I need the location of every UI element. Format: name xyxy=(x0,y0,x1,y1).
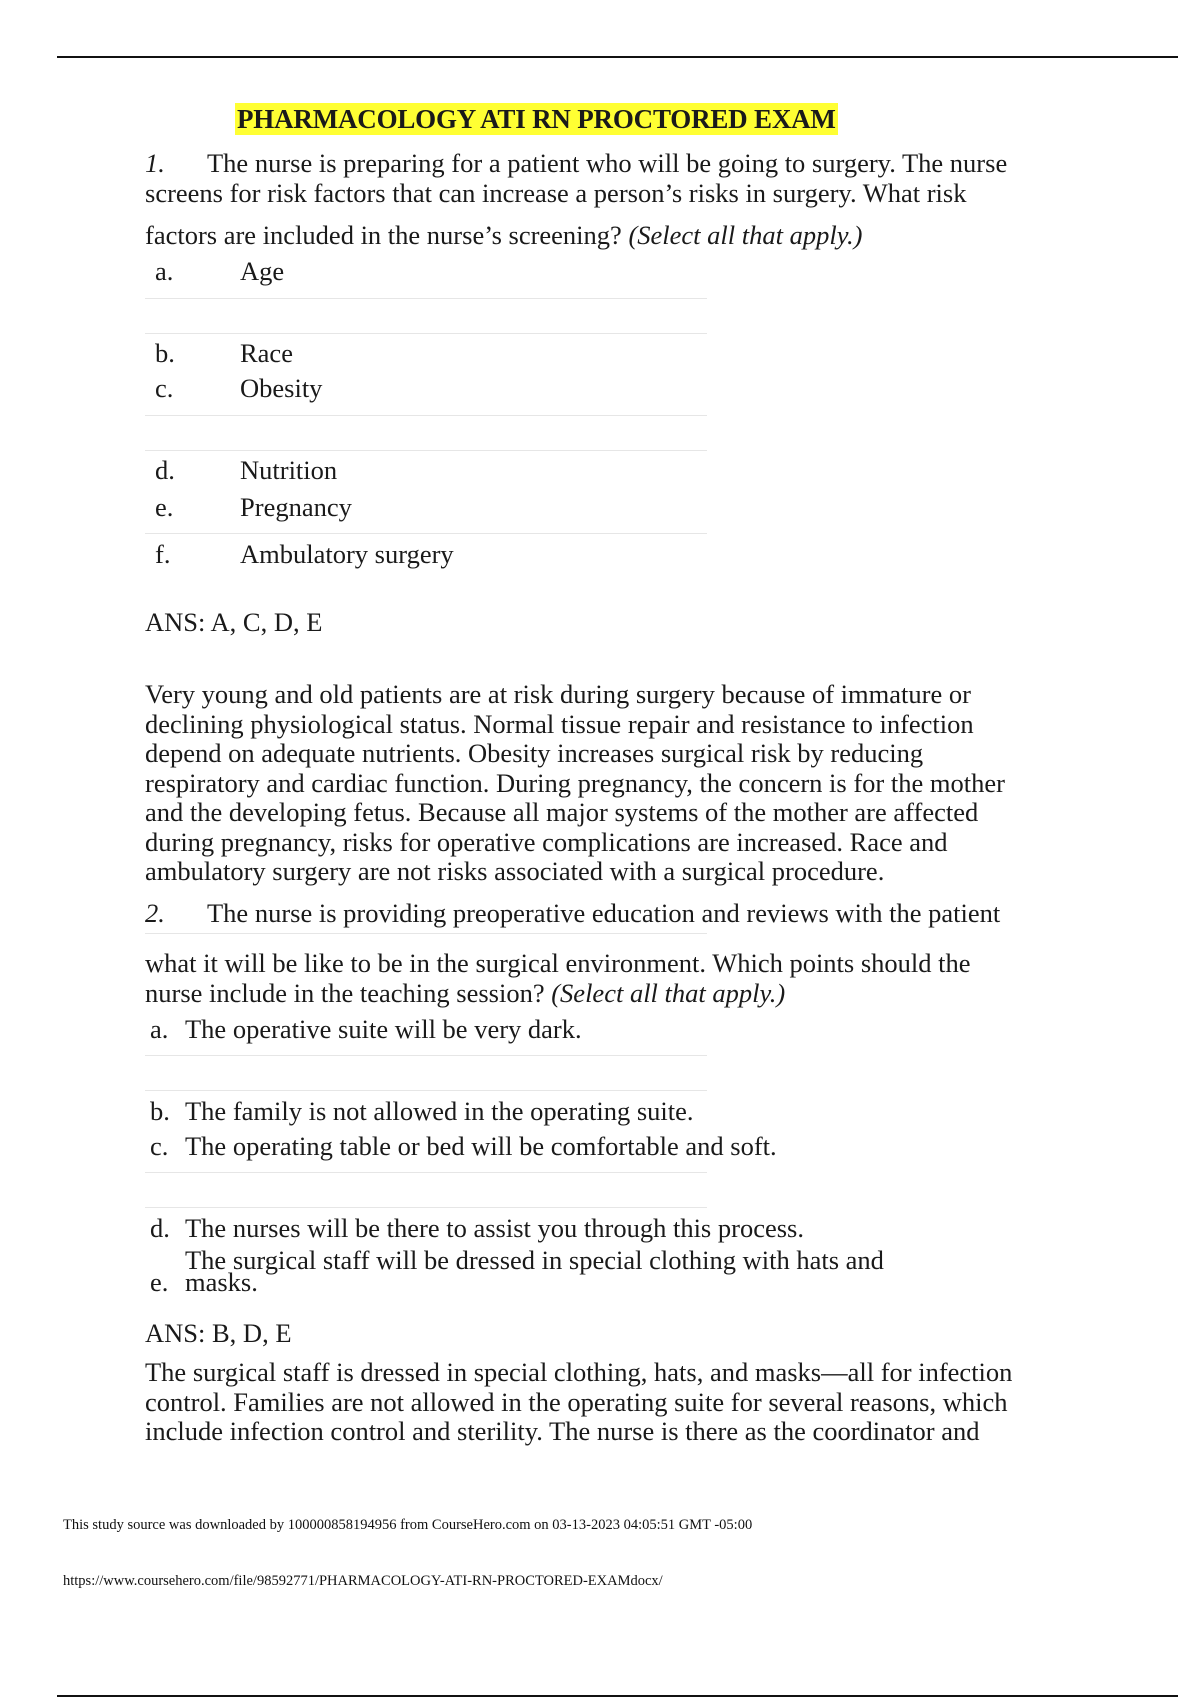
question-2-answer: ANS: B, D, E xyxy=(145,1318,292,1348)
page-title: PHARMACOLOGY ATI RN PROCTORED EXAM xyxy=(237,104,836,134)
divider xyxy=(145,1090,707,1091)
divider xyxy=(145,533,707,534)
divider xyxy=(145,415,707,416)
question-1-rationale: Very young and old patients are at risk during surgery because of immature or declining physiological status. Normal tissue repair and resistance to infection depend on adequate nutrients. Obesity increases surgical risk by reducing respiratory and cardiac function. During pregnancy, the concern is for the mother and the developing fetus. Because all major systems of the mother are affected during pregnancy, risks for operative complications are increased. Race and ambulatory surgery are not risks associated with a surgical procedure. xyxy=(145,679,1005,886)
question-1-stem xyxy=(145,148,1090,208)
source-url[interactable]: https://www.coursehero.com/file/98592771/PHARMACOLOGY-ATI-RN-PROCTORED-EXAMdocx/ xyxy=(63,1573,663,1589)
question-1-line-2: screens for risk factors that can increase a person’s risks in surgery. What risk xyxy=(145,178,967,208)
question-1-line-1: The nurse is preparing for a patient who will be going to surgery. The nurse xyxy=(207,148,1008,178)
question-2-line-3: nurse include in the teaching session? xyxy=(145,978,545,1008)
q1-option-b: b. Race xyxy=(155,338,293,368)
q2-option-c: c. The operating table or bed will be comfortable and soft. xyxy=(150,1131,777,1161)
question-2-line-1: The nurse is providing preoperative education and reviews with the patient xyxy=(207,898,1001,928)
question-2-number: 2. xyxy=(145,898,165,928)
divider xyxy=(145,1207,707,1208)
q1-option-c: c. Obesity xyxy=(155,373,323,403)
divider xyxy=(145,1055,707,1056)
question-1-instruction: (Select all that apply.) xyxy=(628,220,863,250)
question-2-stem-end xyxy=(145,948,1090,1008)
question-2-instruction: (Select all that apply.) xyxy=(551,978,786,1008)
q1-option-e: e. Pregnancy xyxy=(155,492,352,522)
q2-option-a: a. The operative suite will be very dark. xyxy=(150,1014,582,1044)
q2-option-b: b. The family is not allowed in the operating suite. xyxy=(150,1096,694,1126)
question-2-rationale: The surgical staff is dressed in special clothing, hats, and masks—all for infection control. Families are not allowed in the operating suite for several reasons, which include infection control and sterility. The nurse is there as the coordinator and xyxy=(145,1357,1013,1446)
question-2-stem xyxy=(145,898,1090,928)
question-1-answer: ANS: A, C, D, E xyxy=(145,607,323,637)
divider xyxy=(145,298,707,299)
top-rule xyxy=(57,56,1178,58)
download-note: This study source was downloaded by 100000858194956 from CourseHero.com on 03-13-2023 04:05:51 GMT -05:00 xyxy=(63,1517,753,1533)
bottom-rule xyxy=(57,1695,1178,1697)
divider xyxy=(145,933,707,934)
q1-option-f: f. Ambulatory surgery xyxy=(155,539,454,569)
q1-option-d: d. Nutrition xyxy=(155,455,338,485)
question-1-line-3: factors are included in the nurse’s screening? xyxy=(145,220,622,250)
question-1-stem-end xyxy=(145,220,1090,250)
question-2-line-2: what it will be like to be in the surgical environment. Which points should the xyxy=(145,948,971,978)
q2-option-e: The surgical staff will be dressed in special clothing with hats and e. masks. xyxy=(150,1245,884,1297)
divider xyxy=(145,1172,707,1173)
divider xyxy=(145,333,707,334)
q2-option-d: d. The nurses will be there to assist you through this process. xyxy=(150,1213,804,1243)
question-1-number: 1. xyxy=(145,148,165,178)
q1-option-a: a. Age xyxy=(155,256,285,286)
divider xyxy=(145,450,707,451)
